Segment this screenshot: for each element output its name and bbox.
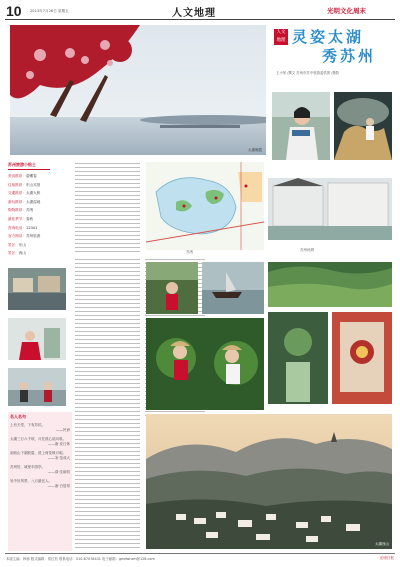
quote-text: 吴中好风景，八月最宜人。 [10, 479, 52, 483]
boat-lake-photo [202, 262, 264, 314]
sidebar-heading: 苏州旅游小贴士 [8, 162, 50, 170]
article-title-line2: 秀苏州 [322, 47, 377, 65]
hero-caption: 太湖晚霞 [248, 148, 262, 152]
tea-pickers-photo [146, 318, 264, 410]
quote-item [10, 465, 70, 475]
tourism-map-graphic [146, 162, 264, 250]
sidebar-item [8, 249, 50, 258]
article-body-col3 [75, 258, 140, 548]
title-block [270, 25, 395, 85]
page-number: 10 [6, 3, 22, 19]
quote-text: 洞庭山下湖波碧，波上荷花映月明。 [10, 451, 66, 455]
sidebar-item-value: 春秋 [25, 216, 34, 221]
quote-source: ——唐·白居易 [47, 484, 70, 488]
sidebar-item-value: 西山 [18, 251, 26, 256]
left-photo-1-graphic [8, 268, 66, 310]
sidebar-item [8, 232, 50, 241]
sidebar-item-value: 太湖大桥 [25, 191, 41, 196]
quote-item [10, 451, 70, 461]
silk-section-label: 苏州丝绸 [300, 248, 314, 252]
water-town-graphic [268, 178, 392, 240]
silk-photo [268, 312, 328, 404]
sidebar-item-label: 游玩推荐： [8, 199, 26, 204]
sidebar-item-value: 东山宾馆 [25, 182, 41, 187]
quote-item [10, 437, 70, 447]
lake-people-photo [334, 92, 392, 160]
section-title: 人文地理 [172, 8, 216, 19]
left-photo-3-graphic [8, 368, 66, 406]
sidebar-item-label: 咨询电话： [8, 225, 26, 230]
sidebar-item [8, 206, 50, 215]
quote-text: 上有天堂，下有苏杭。 [10, 423, 45, 427]
sidebar-item-label: 景区： [8, 242, 19, 247]
embroidery-photo [332, 312, 392, 404]
quote-source: ——宋·范成大 [47, 456, 70, 460]
sidebar-item-value: 太湖湿地 [25, 199, 41, 204]
sidebar-item [8, 241, 50, 250]
sidebar-item-value: 东山 [18, 242, 26, 247]
embroidery-section-label: 苏绣 [186, 250, 193, 254]
left-photo-3 [8, 368, 66, 406]
sidebar-item-label: 官方网站： [8, 234, 26, 239]
byline: 王小荣 /撰文 苏州市苏中旅游委供图 /摄影 [276, 71, 340, 75]
left-photo-1 [8, 268, 66, 310]
sidebar-item-value: 12301 [25, 225, 38, 230]
sidebar-item [8, 215, 50, 224]
quote-source: ——民谚 [56, 428, 70, 432]
sidebar-item [8, 189, 50, 198]
sidebar-item-value: 苏绣 [25, 208, 34, 213]
sidebar-tips [8, 162, 50, 257]
tourism-map [146, 162, 264, 250]
guide-photo-graphic [272, 92, 330, 160]
boat-lake-graphic [202, 262, 264, 314]
quote-source: ——清·沈朝初 [47, 470, 70, 474]
category-tag-line1: 人文 [276, 30, 286, 35]
issue-date: 2013年7月26日 星期五 [30, 9, 69, 13]
tea-field-photo [268, 262, 392, 307]
sidebar-item [8, 181, 50, 190]
footer-corner: 光明日报 [379, 556, 394, 560]
quote-text: 苏州好，城里半园亭。 [10, 465, 45, 469]
left-photo-2 [8, 318, 66, 360]
guide-photo [272, 92, 330, 160]
fishing-boat-photo [146, 262, 198, 314]
sidebar-item [8, 224, 50, 233]
hills-town-photo [146, 414, 392, 549]
sidebar-item [8, 198, 50, 207]
hills-town-graphic [146, 414, 392, 549]
sidebar-item-label: 交通推荐： [8, 191, 26, 196]
water-town-photo [268, 178, 392, 240]
category-tag [274, 29, 288, 45]
header-divider [5, 19, 395, 20]
footer-divider [5, 553, 395, 554]
fishing-boat-graphic [146, 262, 198, 314]
sidebar-item-label: 景区： [8, 251, 19, 256]
sidebar-item-label: 最佳季节： [8, 216, 26, 221]
article-body-col1 [75, 162, 140, 252]
sidebar-item-value: 碧螺春 [25, 174, 37, 178]
page-header [0, 0, 400, 22]
embroidery-graphic [332, 312, 392, 404]
silk-graphic [268, 312, 328, 404]
hero-photo [10, 25, 266, 155]
tea-field-graphic [268, 262, 392, 307]
sidebar-item-list [8, 172, 50, 258]
sidebar-item-value: 苏州旅游 [25, 234, 41, 239]
sidebar-item-label: 住宿推荐： [8, 182, 26, 187]
quote-item [10, 479, 70, 489]
footer-info: 本版主编：韩寒 版式编辑：郑红松 联系电话：010-67078431 电子邮箱：gmdwhzm@126.com [6, 557, 155, 561]
quotes-heading: 名人名句 [10, 414, 26, 419]
hero-photo-graphic [10, 25, 266, 155]
lake-people-graphic [334, 92, 392, 160]
quotes-box [8, 412, 72, 551]
tea-pickers-graphic [146, 318, 264, 410]
quote-item [10, 423, 70, 433]
sidebar-item-label: 美食推荐： [8, 174, 26, 178]
category-tag-line2: 地理 [276, 38, 286, 43]
quote-source: ——唐·皮日休 [47, 442, 70, 446]
quote-text: 太湖三万六千顷，月在波心说向谁。 [10, 437, 66, 441]
left-photo-2-graphic [8, 318, 66, 360]
sidebar-item-label: 购物推荐： [8, 208, 26, 213]
sidebar-item [8, 172, 50, 181]
newspaper-name: 光明文化周末 [327, 7, 366, 15]
hills-town-caption: 太湖西山 [375, 542, 389, 546]
article-title-line1: 灵姿太湖 [292, 28, 365, 46]
